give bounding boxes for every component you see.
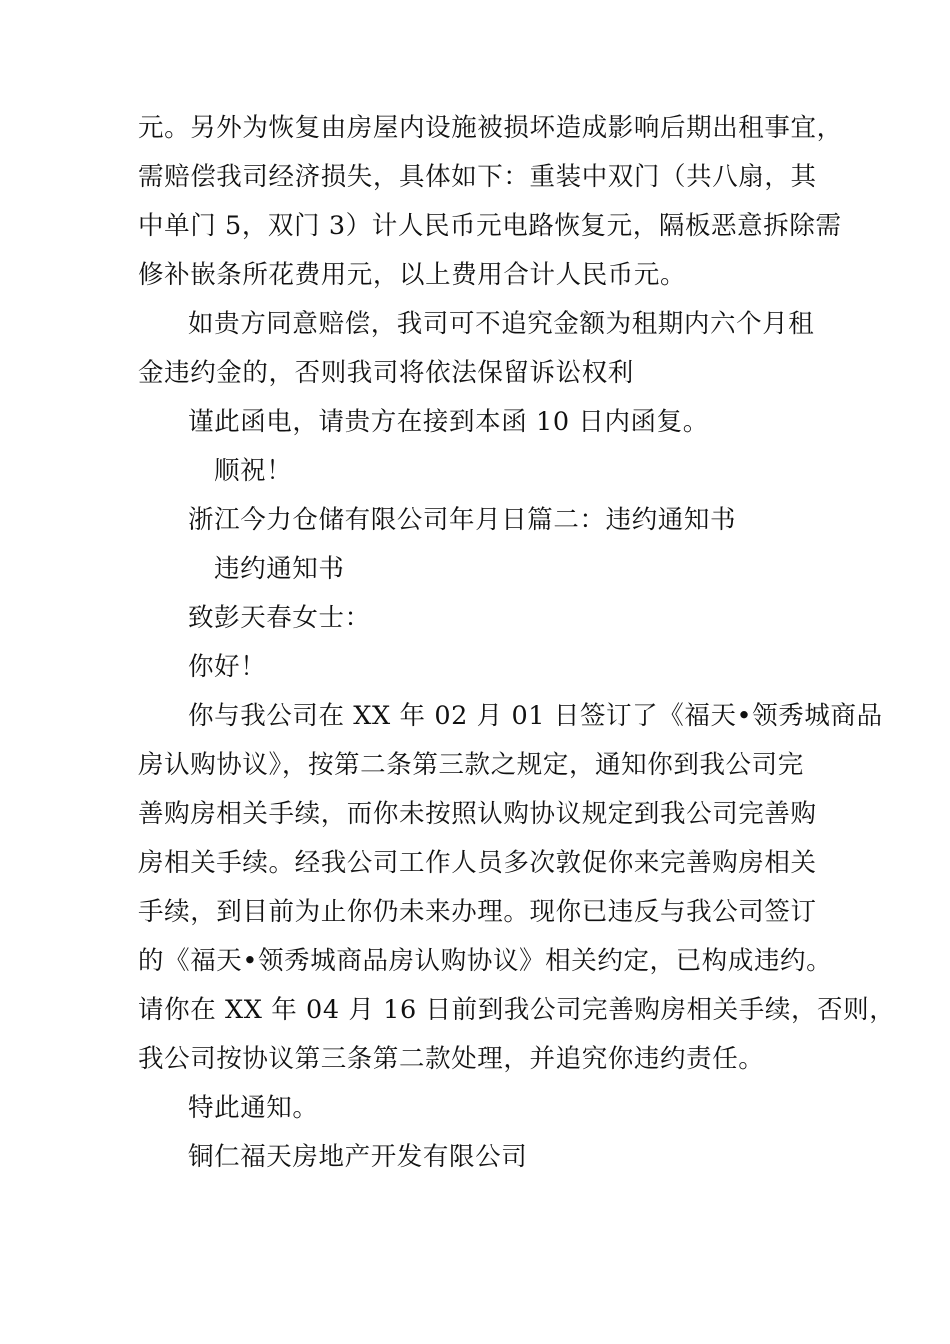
text-line: 金违约金的，否则我司将依法保留诉讼权利 xyxy=(138,358,634,388)
greeting-line: 你好！ xyxy=(188,652,267,682)
section-heading-line: 浙江今力仓储有限公司年月日篇二：违约通知书 xyxy=(188,505,737,535)
text-line: 元。另外为恢复由房屋内设施被损坏造成影响后期出租事宜， xyxy=(138,113,843,143)
company-signature: 铜仁福天房地产开发有限公司 xyxy=(188,1142,528,1172)
text-line: 善购房相关手续，而你未按照认购协议规定到我公司完善购 xyxy=(138,799,817,829)
text-line: 你与我公司在 XX 年 02 月 01 日签订了《福天•领秀城商品 xyxy=(188,701,883,731)
recipient-line: 致彭天春女士： xyxy=(188,603,371,633)
text-line: 需赔偿我司经济损失，具体如下：重装中双门（共八扇，其 xyxy=(138,162,817,192)
notice-title: 违约通知书 xyxy=(214,554,345,584)
text-line: 中单门 5，双门 3）计人民币元电路恢复元，隔板恶意拆除需 xyxy=(138,211,842,241)
notice-closing: 特此通知。 xyxy=(188,1093,319,1123)
text-line: 手续，到目前为止你仍未来办理。现你已违反与我公司签订 xyxy=(138,897,817,927)
text-line: 谨此函电，请贵方在接到本函 10 日内函复。 xyxy=(188,407,709,437)
text-line: 房相关手续。经我公司工作人员多次敦促你来完善购房相关 xyxy=(138,848,817,878)
text-line: 我公司按协议第三条第二款处理，并追究你违约责任。 xyxy=(138,1044,765,1074)
text-line: 请你在 XX 年 04 月 16 日前到我公司完善购房相关手续，否则， xyxy=(138,995,896,1025)
text-line: 修补嵌条所花费用元，以上费用合计人民币元。 xyxy=(138,260,687,290)
text-line: 如贵方同意赔偿，我司可不追究金额为租期内六个月租 xyxy=(188,309,815,339)
closing-greeting: 顺祝！ xyxy=(214,456,293,486)
document-body xyxy=(138,104,896,1182)
text-line: 的《福天•领秀城商品房认购协议》相关约定，已构成违约。 xyxy=(138,946,833,976)
text-line: 房认购协议》，按第二条第三款之规定，通知你到我公司完 xyxy=(138,750,804,780)
